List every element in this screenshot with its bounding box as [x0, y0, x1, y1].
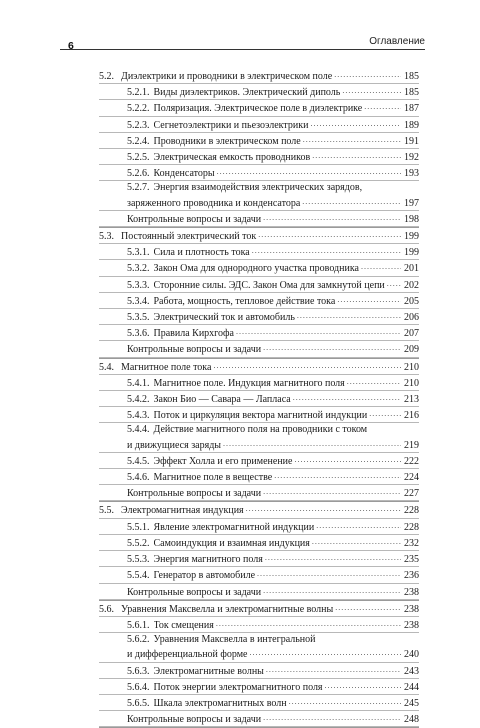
subsection-number: 5.4.5. — [127, 455, 150, 467]
page-ref: 198 — [404, 213, 419, 225]
leader-dots — [263, 341, 401, 354]
table-of-contents — [99, 68, 419, 728]
leader-dots — [258, 228, 401, 241]
subsection-number: 5.5.1. — [127, 521, 150, 533]
toc-subsection-entry[interactable] — [99, 535, 419, 551]
page-ref: 228 — [404, 521, 419, 533]
subsection-number: 5.2.6. — [127, 168, 150, 180]
subsection-number: 5.2.2. — [127, 103, 150, 115]
toc-subsection-entry[interactable] — [99, 309, 419, 325]
leader-dots — [246, 502, 401, 515]
leader-dots — [250, 646, 402, 659]
toc-subsection-entry[interactable] — [99, 149, 419, 165]
subsection-title: Энергия взаимодействия электрических зарядов, — [153, 182, 363, 194]
subsection-title: Сегнетоэлектрики и пьезоэлектрики — [153, 119, 309, 131]
leader-dots — [335, 601, 401, 614]
toc-subsection-entry[interactable] — [99, 453, 419, 469]
subsection-title: Поток и циркуляция вектора магнитной индукции — [153, 410, 368, 422]
subsection-title: Энергия магнитного поля — [153, 554, 263, 566]
page-ref: 206 — [404, 312, 419, 324]
toc-section — [99, 228, 419, 359]
page-ref: 248 — [404, 714, 419, 726]
subsection-title: Электрический ток и автомобиль — [153, 312, 295, 324]
toc-subsection-entry[interactable] — [99, 84, 419, 100]
subsection-number: 5.5.4. — [127, 570, 150, 582]
toc-subsection-entry[interactable] — [99, 469, 419, 485]
subsection-title: Электромагнитные волны — [153, 665, 264, 677]
leader-dots — [364, 100, 401, 113]
toc-subsection-entry[interactable] — [99, 277, 419, 293]
toc-chapter-entry[interactable] — [99, 601, 419, 617]
page-ref: 219 — [404, 439, 419, 451]
toc-section — [99, 601, 419, 728]
subsection-number: 5.3.5. — [127, 312, 150, 324]
page-ref: 207 — [404, 328, 419, 340]
toc-subsection-entry[interactable] — [99, 679, 419, 695]
leader-dots — [387, 277, 401, 290]
leader-dots — [361, 260, 401, 273]
page-ref: 199 — [404, 231, 419, 243]
page-ref: 185 — [404, 71, 419, 82]
subsection-number: 5.2.4. — [127, 135, 150, 147]
subsection-title: Эффект Холла и его применение — [153, 455, 293, 467]
toc-subsection-continuation — [99, 195, 419, 211]
leader-dots — [303, 133, 401, 146]
toc-review-entry[interactable] — [99, 485, 419, 501]
page-ref: 187 — [404, 103, 419, 115]
toc-subsection-entry[interactable] — [99, 293, 419, 309]
subsection-number: 5.2.7. — [127, 182, 150, 194]
page-ref: 222 — [404, 455, 419, 467]
subsection-number: 5.3.4. — [127, 295, 150, 307]
leader-dots — [294, 453, 401, 466]
toc-subsection-entry[interactable] — [99, 100, 419, 116]
subsection-title: Виды диэлектриков. Электрический диполь — [153, 87, 341, 99]
subsection-title: Самоиндукция и взаимная индукция — [153, 537, 310, 549]
toc-subsection-entry[interactable] — [99, 165, 419, 181]
subsection-title-continued: и движущиеся заряды — [127, 439, 221, 451]
leader-dots — [347, 375, 401, 388]
subsection-number: 5.4.3. — [127, 410, 150, 422]
subsection-title: Сила и плотность тока — [153, 247, 250, 259]
leader-dots — [310, 117, 401, 130]
header-rule — [60, 49, 425, 50]
page-ref: 201 — [404, 263, 419, 275]
leader-dots — [302, 195, 401, 208]
page-ref: 193 — [404, 168, 419, 180]
leader-dots — [263, 485, 401, 498]
toc-subsection-entry[interactable] — [99, 391, 419, 407]
page-ref: 238 — [404, 619, 419, 631]
toc-subsection-entry[interactable] — [99, 375, 419, 391]
subsection-title: Явление электромагнитной индукции — [153, 521, 315, 533]
page-ref: 224 — [404, 472, 419, 484]
page-ref: 236 — [404, 570, 419, 582]
toc-subsection-entry[interactable] — [99, 617, 419, 633]
subsection-title: Закон Ома для однородного участка проводника — [153, 263, 359, 275]
page-ref: 216 — [404, 410, 419, 422]
toc-subsection-entry[interactable] — [99, 117, 419, 133]
leader-dots — [297, 309, 401, 322]
subsection-title: Поток энергии электромагнитного поля — [153, 681, 323, 693]
page-ref: 205 — [404, 295, 419, 307]
page-ref: 192 — [404, 152, 419, 164]
leader-dots — [263, 584, 401, 597]
subsection-number: 5.6.2. — [127, 634, 150, 646]
page-ref: 213 — [404, 394, 419, 406]
section-number: 5.6. — [99, 603, 114, 615]
page-ref: 209 — [404, 344, 419, 356]
page-ref: 197 — [404, 197, 419, 209]
leader-dots — [289, 695, 401, 708]
leader-dots — [369, 407, 401, 420]
page-ref: 189 — [404, 119, 419, 131]
toc-subsection-continuation — [99, 646, 419, 662]
subsection-title: Контрольные вопросы и задачи — [127, 488, 262, 500]
subsection-number: 5.2.1. — [127, 87, 150, 99]
leader-dots — [312, 535, 401, 548]
leader-dots — [325, 679, 401, 692]
subsection-number: 5.3.6. — [127, 328, 150, 340]
toc-chapter-entry[interactable] — [99, 68, 419, 84]
section-title: Диэлектрики и проводники в электрическом поле — [121, 71, 333, 82]
leader-dots — [236, 325, 401, 338]
toc-subsection-entry[interactable] — [99, 633, 419, 646]
leader-dots — [257, 567, 401, 580]
leader-dots — [334, 68, 401, 81]
subsection-number: 5.4.4. — [127, 424, 150, 436]
toc-subsection-entry[interactable] — [99, 244, 419, 260]
page-ref: 238 — [404, 586, 419, 598]
leader-dots — [217, 165, 401, 178]
toc-review-entry[interactable] — [99, 711, 419, 727]
subsection-number: 5.6.1. — [127, 619, 150, 631]
toc-subsection-entry[interactable] — [99, 567, 419, 583]
toc-subsection-entry[interactable] — [99, 133, 419, 149]
subsection-number: 5.3.1. — [127, 247, 150, 259]
page-ref: 185 — [404, 87, 419, 99]
subsection-title: Магнитное поле в веществе — [153, 472, 273, 484]
subsection-title: Контрольные вопросы и задачи — [127, 714, 262, 726]
toc-chapter-entry[interactable] — [99, 359, 419, 375]
subsection-number: 5.6.3. — [127, 665, 150, 677]
subsection-title: Контрольные вопросы и задачи — [127, 586, 262, 598]
subsection-title: Контрольные вопросы и задачи — [127, 344, 262, 356]
subsection-title: Действие магнитного поля на проводники с током — [153, 424, 368, 436]
section-number: 5.4. — [99, 361, 114, 373]
leader-dots — [266, 663, 401, 676]
subsection-title: Генератор в автомобиле — [153, 570, 256, 582]
toc-chapter-entry[interactable] — [99, 228, 419, 244]
subsection-title: Сторонние силы. ЭДС. Закон Ома для замкнутой цепи — [153, 279, 385, 291]
leader-dots — [265, 551, 401, 564]
page-ref: 245 — [404, 697, 419, 709]
toc-chapter-entry[interactable] — [99, 502, 419, 518]
leader-dots — [342, 84, 401, 97]
subsection-number: 5.5.2. — [127, 537, 150, 549]
page-ref: 235 — [404, 554, 419, 566]
page-ref: 243 — [404, 665, 419, 677]
subsection-number: 5.5.3. — [127, 554, 150, 566]
toc-subsection-entry[interactable] — [99, 325, 419, 341]
leader-dots — [223, 437, 401, 450]
subsection-title: Работа, мощность, тепловое действие тока — [153, 295, 336, 307]
subsection-title: Поляризация. Электрическое поле в диэлектрике — [153, 103, 363, 115]
subsection-title: Шкала электромагнитных волн — [153, 697, 287, 709]
toc-review-entry[interactable] — [99, 584, 419, 600]
leader-dots — [213, 359, 401, 372]
toc-subsection-entry[interactable] — [99, 260, 419, 276]
toc-subsection-entry[interactable] — [99, 695, 419, 711]
section-title: Магнитное поле тока — [121, 361, 212, 373]
subsection-number: 5.4.1. — [127, 377, 150, 389]
toc-subsection-entry[interactable] — [99, 663, 419, 679]
leader-dots — [263, 211, 401, 224]
toc-subsection-continuation — [99, 437, 419, 453]
leader-dots — [252, 244, 401, 257]
section-title: Электромагнитная индукция — [121, 505, 244, 517]
page-ref: 199 — [404, 247, 419, 259]
section-number: 5.2. — [99, 71, 114, 82]
page-ref: 228 — [404, 505, 419, 517]
page-ref: 191 — [404, 135, 419, 147]
leader-dots — [274, 469, 401, 482]
subsection-title: Контрольные вопросы и задачи — [127, 213, 262, 225]
subsection-number: 5.6.4. — [127, 681, 150, 693]
subsection-title: Конденсаторы — [153, 168, 215, 180]
subsection-number: 5.4.6. — [127, 472, 150, 484]
page-ref: 227 — [404, 488, 419, 500]
toc-section — [99, 68, 419, 228]
leader-dots — [312, 149, 401, 162]
toc-subsection-entry[interactable] — [99, 519, 419, 535]
leader-dots — [216, 617, 401, 630]
subsection-number: 5.2.5. — [127, 152, 150, 164]
subsection-title: Ток смещения — [153, 619, 214, 631]
toc-section — [99, 502, 419, 600]
subsection-title: Электрическая емкость проводников — [153, 152, 311, 164]
subsection-title: Закон Био — Савара — Лапласа — [153, 394, 291, 406]
page-ref: 202 — [404, 279, 419, 291]
subsection-title: Проводники в электрическом поле — [153, 135, 301, 147]
subsection-title: Магнитное поле. Индукция магнитного поля — [153, 377, 345, 389]
page-ref: 210 — [404, 361, 419, 373]
leader-dots — [263, 711, 401, 724]
page-number: 6 — [68, 40, 74, 52]
subsection-number: 5.2.3. — [127, 119, 150, 131]
page-ref: 238 — [404, 603, 419, 615]
leader-dots — [337, 293, 401, 306]
page-ref: 232 — [404, 537, 419, 549]
subsection-title: Правила Кирхгофа — [153, 328, 234, 340]
toc-subsection-entry[interactable] — [99, 407, 419, 423]
section-number: 5.5. — [99, 505, 114, 517]
page-ref: 210 — [404, 377, 419, 389]
toc-subsection-entry[interactable] — [99, 181, 419, 194]
section-title: Постоянный электрический ток — [121, 231, 257, 243]
running-title: Оглавление — [369, 36, 425, 47]
subsection-number: 5.4.2. — [127, 394, 150, 406]
section-number: 5.3. — [99, 231, 114, 243]
section-title: Уравнения Максвелла и электромагнитные волны — [121, 603, 334, 615]
toc-subsection-entry[interactable] — [99, 551, 419, 567]
leader-dots — [316, 519, 401, 532]
subsection-number: 5.6.5. — [127, 697, 150, 709]
page-ref: 244 — [404, 681, 419, 693]
toc-section — [99, 359, 419, 503]
subsection-title: Уравнения Максвелла в интегральной — [153, 634, 316, 646]
leader-dots — [293, 391, 401, 404]
toc-subsection-entry[interactable] — [99, 423, 419, 436]
subsection-title-continued: заряженного проводника и конденсатора — [127, 197, 301, 209]
subsection-title-continued: и дифференциальной форме — [127, 649, 248, 661]
subsection-number: 5.3.3. — [127, 279, 150, 291]
toc-review-entry[interactable] — [99, 211, 419, 227]
subsection-number: 5.3.2. — [127, 263, 150, 275]
page-ref: 240 — [404, 649, 419, 661]
toc-review-entry[interactable] — [99, 341, 419, 357]
